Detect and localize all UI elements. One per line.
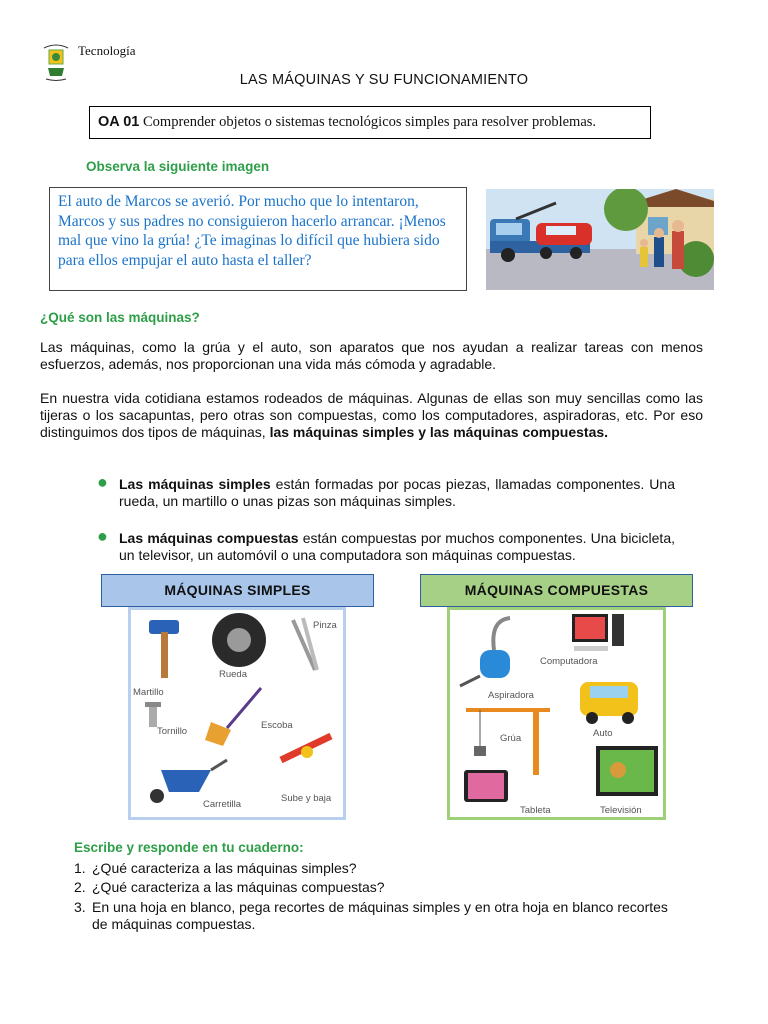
label-auto: Auto: [593, 728, 613, 739]
objective-box: [89, 106, 651, 139]
label-tornillo: Tornillo: [157, 726, 188, 737]
paragraph-types-bold: las máquinas simples y las máquinas compuestas.: [269, 424, 609, 440]
bullet-compound-text: están compuestas por muchos componentes. Una bicicleta, un televisor, un automóvil o una computadora son máquinas compuestas.: [119, 530, 675, 563]
tablet-icon: [464, 770, 508, 802]
broom-icon: [205, 688, 261, 746]
story-text: El auto de Marcos se averió. Por mucho que lo intentaron, Marcos y sus padres no consiguieron hacerlo arrancar. ¡Menos mal que vino la grúa! ¿Te imaginas lo difícil que hubiera sido para ellos empujar el auto hasta el taller?: [58, 193, 446, 269]
bullet-simple: [97, 472, 675, 510]
tasks-heading: Escribe y responde en tu cuaderno:: [74, 840, 304, 855]
task-text: ¿Qué caracteriza a las máquinas compuestas?: [92, 879, 385, 895]
label-television: Televisión: [600, 805, 642, 816]
objective-code: OA 01: [98, 114, 140, 130]
bullet-simple-text: están formadas por pocas piezas, llamadas componentes. Una rueda, un martillo o unas pizas son máquinas simples.: [119, 476, 675, 509]
question-heading: ¿Qué son las máquinas?: [40, 310, 200, 325]
header-subject: Tecnología: [78, 43, 136, 58]
label-grua: Grúa: [500, 733, 522, 744]
simple-machines-panel: [128, 607, 346, 820]
tow-truck-illustration: [486, 189, 714, 290]
task-number: 3.: [74, 899, 86, 915]
paragraph-intro: Las máquinas, como la grúa y el auto, son aparatos que nos ayudan a realizar tareas con menos esfuerzos, además, nos proporcionan una vida más cómoda y agradable.: [40, 339, 703, 372]
task-text: En una hoja en blanco, pega recortes de máquinas simples y en otra hoja en blanco recortes de máquinas compuestas.: [92, 899, 668, 932]
bullet-icon: ●: [97, 526, 108, 546]
seesaw-icon: [281, 736, 331, 760]
vacuum-icon: [460, 618, 510, 686]
hammer-icon: [149, 620, 179, 678]
label-pinza: Pinza: [313, 620, 337, 631]
screw-icon: [145, 702, 161, 727]
wheel-icon: [212, 613, 266, 667]
label-rueda: Rueda: [219, 669, 247, 680]
label-carretilla: Carretilla: [203, 799, 242, 810]
bullet-compound-bold: Las máquinas compuestas: [119, 530, 299, 546]
objective-text: Comprender objetos o sistemas tecnológicos simples para resolver problemas.: [143, 114, 597, 130]
computer-icon: [572, 614, 624, 651]
compound-machines-panel: [447, 607, 666, 820]
story-box: [49, 187, 467, 291]
bullet-simple-bold: Las máquinas simples: [119, 476, 271, 492]
wheelbarrow-icon: [150, 760, 227, 803]
category-simple-header: MÁQUINAS SIMPLES: [101, 574, 374, 607]
label-aspiradora: Aspiradora: [488, 690, 534, 701]
paragraph-types-text: En nuestra vida cotidiana estamos rodeados de máquinas. Algunas de ellas son muy sencillas como las tijeras o los sacapuntas, pero otras son compuestas, como los computadores, aspiradoras, etc. Por eso distinguimos dos tipos de máquinas,: [40, 390, 703, 440]
page-title: LAS MÁQUINAS Y SU FUNCIONAMIENTO: [239, 72, 529, 88]
task-text: ¿Qué caracteriza a las máquinas simples?: [92, 860, 357, 876]
television-icon: [596, 746, 658, 796]
label-sube-y-baja: Sube y baja: [281, 793, 332, 804]
task-number: 2.: [74, 879, 86, 895]
label-tableta: Tableta: [520, 805, 551, 816]
bullet-compound: [97, 526, 675, 564]
observe-heading: Observa la siguiente imagen: [86, 159, 270, 174]
bullet-icon: ●: [97, 472, 108, 492]
car-icon: [580, 682, 638, 724]
task-number: 1.: [74, 860, 86, 876]
paragraph-types: [40, 390, 703, 441]
category-compound-header: MÁQUINAS COMPUESTAS: [420, 574, 693, 607]
label-martillo: Martillo: [133, 687, 164, 698]
compound-machines-illustration: [450, 610, 663, 817]
label-computadora: Computadora: [540, 656, 598, 667]
simple-machines-illustration: [131, 610, 343, 817]
label-escoba: Escoba: [261, 720, 293, 731]
